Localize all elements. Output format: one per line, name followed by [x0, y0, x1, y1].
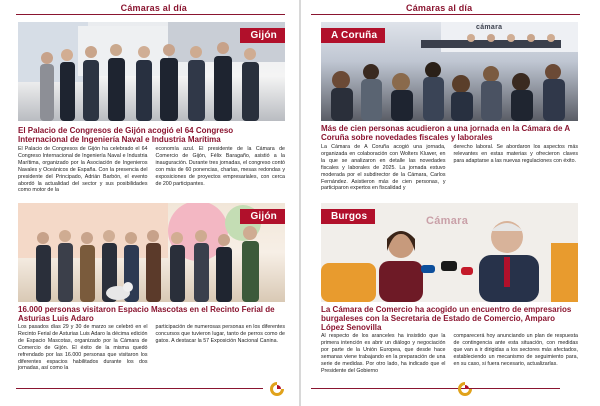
pets-fair-photo [18, 203, 285, 302]
article-column-2: economía azul. El presidente de la Cámara de Comercio de Gijón, Félix Baragaño, asistió a la inauguración. Durante tres jornadas, el congreso contó con más de 60 ponencias, charlas, mesas redondas y exposiciones de proyectos empresariales, con cerca de 200 participantes. [155, 146, 285, 187]
backdrop-wordmark: Cámara [426, 215, 469, 227]
header-rule [311, 14, 580, 15]
right-page [301, 0, 600, 406]
article-body [321, 144, 578, 192]
location-tag-gijon: Gijón [240, 28, 285, 43]
footer-rule [16, 388, 263, 389]
burgos-press-photo [321, 203, 578, 302]
left-page [0, 0, 299, 406]
article-title: La Cámara de Comercio ha acogido un encuentro de empresarios burgaleses con la Secretaria de Estado de Comercio, Amparo López Senovilla [321, 305, 572, 333]
article-body [321, 333, 578, 374]
section-header: Cámaras al día [120, 3, 187, 13]
article-column-2: derecho laboral. Se abordaron los aspectos más relevantes en estas materias y ofrecieron claves para adaptarse a las nuevas regulaciones con éxito. [453, 144, 578, 164]
location-tag-gijon: Gijón [240, 209, 285, 224]
screen-wordmark: cámara [476, 24, 503, 31]
article-body [18, 324, 285, 372]
article-column-1: Los pasados días 29 y 30 de marzo se celebró en el Recinto Ferial de Asturias Luis Adaro la décima edición de Espacio Mascotas, organizado por la Cámara de Comercio de Gijón. El éxito de la misma quedó refrendado por las 16.000 personas que visitaron los diferentes espacios habilitados durante los dos jornadas, así como la [18, 324, 148, 372]
article-column-2: participación de numerosas personas en los diferentes concursos que tuvieron lugar, tanto de perros como de gatos. A destacar la 57 Exposición Nacional Canina. [155, 324, 285, 344]
article-title: Más de cien personas acudieron a una jornada en la Cámara de A Coruña sobre novedades fiscales y laborales [321, 124, 570, 143]
location-tag-a-coruna: A Coruña [321, 28, 385, 43]
section-header: Cámaras al día [406, 3, 473, 13]
coruna-audience-photo [321, 22, 578, 121]
article-column-1: La Cámara de A Coruña acogió una jornada, organizada en colaboración con Wolters Kluwer, en la que se analizaron en detalle las novedades fiscales y laborales de 2025. La jornada estuvo moderada por el subdirector de la Cámara, Carlos Fernández. Asistieron más de cien personas, y participaron expertos en fiscalidad y [321, 144, 446, 192]
article-title: 16.000 personas visitaron Espacio Mascotas en el Recinto Ferial de Asturias Luis Adaro [18, 305, 275, 324]
header-rule [16, 14, 285, 15]
article-title: El Palacio de Congresos de Gijón acogió el 64 Congreso Internacional de Ingeniería Naval e Industria Marítima [18, 126, 234, 145]
article-column-1: El Palacio de Congresos de Gijón ha celebrado el 64 Congreso Internacional de Ingeniería Naval e Industria Marítima, organizado por la Asociación de Ingenieros Navales y Oceánicos de España. Con la presencia del presidente del Principado, Adrián Barbón, el evento abordó la actualidad del sector y sus posibilidades como motor de la [18, 146, 148, 194]
footer-rule [311, 388, 560, 389]
location-tag-burgos: Burgos [321, 209, 375, 224]
article-column-2: comparecerá hoy anunciando un plan de respuesta de contingencia ante esta situación, con medidas que van a ir dirigidas a los sectores más afectados, estableciendo un mecanismo de seguimiento para, en su caso, si fuera necesario, actualizarlas. [453, 333, 578, 367]
article-body [18, 146, 285, 194]
camara-logo-icon [457, 381, 473, 397]
article-column-1: Al respecto de los aranceles ha insistido que la primera intención es abrir un diálogo y negociación por parte de la Unión Europea, que desde hace semanas viene trabajando en la preparación de una serie de medidas. Por otro lado, ha indicado que el Presidente del Gobierno [321, 333, 446, 374]
camara-logo-icon [269, 381, 285, 397]
congress-photo [18, 22, 285, 121]
